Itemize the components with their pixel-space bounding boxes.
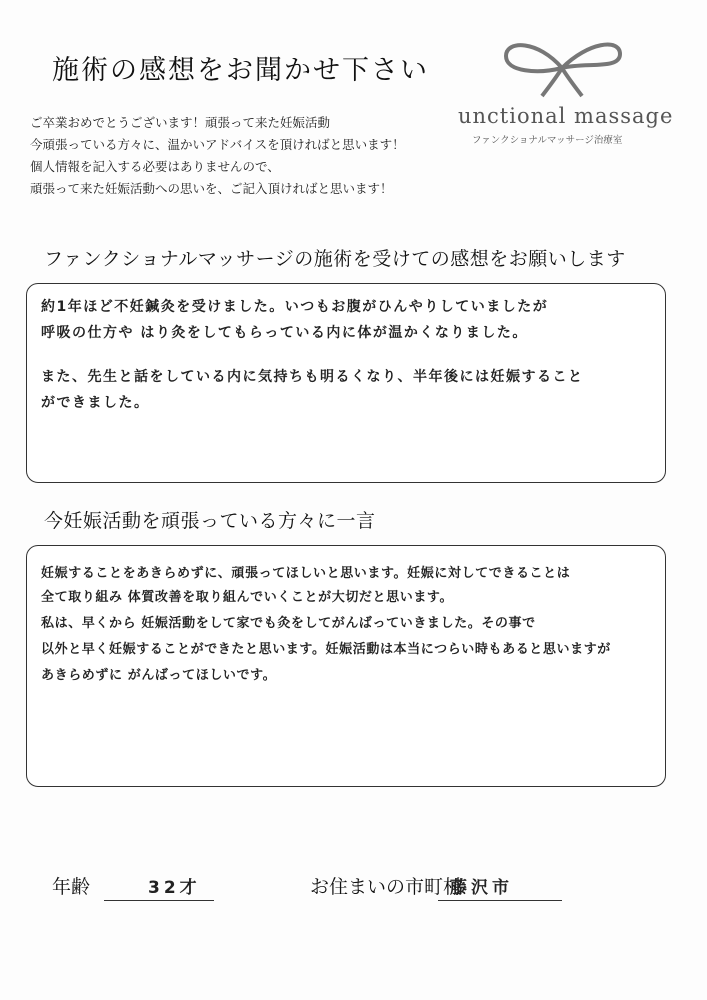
- logo-brand-name: unctional massage: [458, 104, 674, 128]
- intro-line: ご卒業おめでとうございます！頑張って来た妊娠活動: [30, 115, 331, 130]
- section1-title: ファンクショナルマッサージの施術を受けての感想をお願いします: [44, 248, 626, 270]
- infinity-loop-icon: [498, 34, 628, 100]
- age-field[interactable]: [104, 874, 214, 901]
- brand-logo: [458, 34, 674, 154]
- logo-subtitle: ファンクショナルマッサージ治療室: [472, 135, 623, 146]
- page-title: 施術の感想をお聞かせ下さい: [52, 55, 429, 86]
- answer-line: ができました。: [41, 395, 150, 411]
- section2-answer-box[interactable]: [26, 545, 666, 787]
- intro-line: 頑張って来た妊娠活動への思いを、ご記入頂ければと思います！: [30, 181, 393, 196]
- intro-line: 個人情報を記入する必要はありませんので、: [30, 159, 280, 174]
- answer-line: 全て取り組み 体質改善を取り組んでいくことが大切だと思います。: [41, 590, 454, 605]
- answer-line: 約1年ほど不妊鍼灸を受けました。いつもお腹がひんやりしていましたが: [41, 299, 549, 315]
- answer-line: 私は、早くから 妊娠活動をして家でも灸をしてがんばっていきました。その事で: [41, 616, 536, 631]
- answer-line: 以外と早く妊娠することができたと思います。妊娠活動は本当につらい時もあると思いますが: [41, 642, 611, 657]
- city-field[interactable]: [438, 874, 562, 901]
- answer-line: 呼吸の仕方や はり灸をしてもらっている内に体が温かくなりました。: [41, 325, 528, 341]
- answer-line: あきらめずに がんばってほしいです。: [41, 668, 277, 683]
- intro-line: 今頑張っている方々に、温かいアドバイスを頂ければと思います！: [30, 137, 405, 152]
- city-label: お住まいの市町村: [310, 876, 463, 898]
- age-value: 32才: [148, 878, 201, 898]
- city-value: 藤沢市: [450, 878, 513, 898]
- answer-line: 妊娠することをあきらめずに、頑張ってほしいと思います。妊娠に対してできることは: [41, 566, 571, 581]
- intro-text: [30, 112, 470, 200]
- section2-title: 今妊娠活動を頑張っている方々に一言: [44, 510, 376, 532]
- age-label: 年齢: [52, 876, 91, 898]
- answer-line: また、先生と話をしている内に気持ちも明るくなり、半年後には妊娠すること: [41, 369, 584, 385]
- section1-answer-box[interactable]: [26, 283, 666, 483]
